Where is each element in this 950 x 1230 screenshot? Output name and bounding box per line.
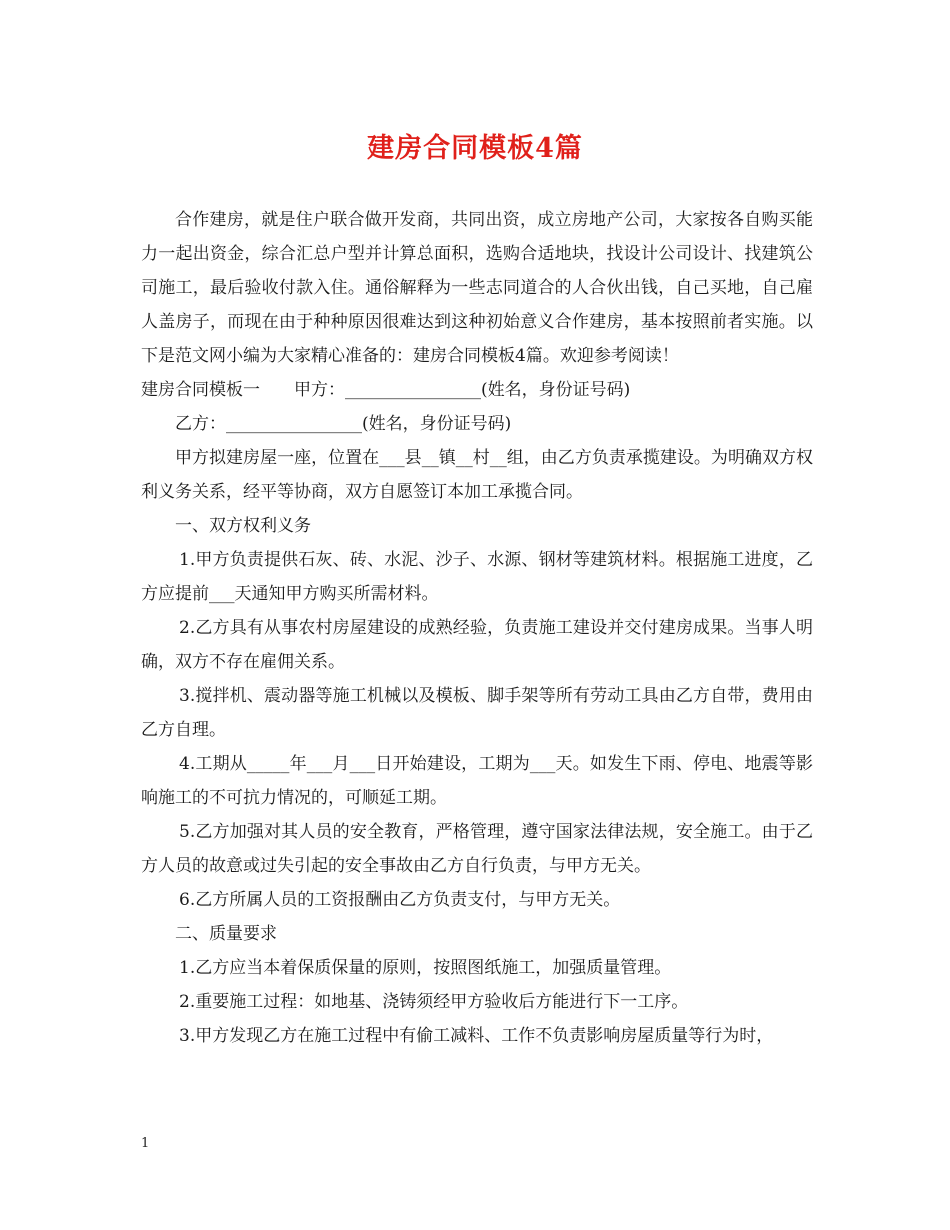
clause-1-5: 5.乙方加强对其人员的安全教育，严格管理，遵守国家法律法规，安全施工。由于乙方人员的故意或过失引起的安全事故由乙方自行负责，与甲方无关。	[141, 822, 813, 876]
section-heading-quality: 二、质量要求	[175, 924, 277, 944]
contract-party-a-line: 建房合同模板一 甲方：________________(姓名，身份证号码)	[141, 380, 631, 400]
contract-party-b-line: 乙方：________________(姓名，身份证号码)	[175, 414, 512, 434]
clause-1-4: 4.工期从_____年___月___日开始建设，工期为___天。如发生下雨、停电、地震等影响施工的不可抗力情况的，可顺延工期。	[141, 754, 813, 808]
clause-2-3: 3.甲方发现乙方在施工过程中有偷工减料、工作不负责影响房屋质量等行为时，	[179, 1026, 774, 1046]
clause-1-3: 3.搅拌机、震动器等施工机械以及模板、脚手架等所有劳动工具由乙方自带，费用由乙方自理。	[141, 686, 813, 740]
section-heading-rights: 一、双方权利义务	[175, 516, 311, 536]
contract-preamble: 甲方拟建房屋一座，位置在___县__镇__村__组，由乙方负责承揽建设。为明确双方权利义务关系，经平等协商，双方自愿签订本加工承揽合同。	[141, 448, 813, 502]
clause-2-1: 1.乙方应当本着保质保量的原则，按照图纸施工，加强质量管理。	[179, 958, 672, 978]
clause-1-1: 1.甲方负责提供石灰、砖、水泥、沙子、水源、钢材等建筑材料。根据施工进度，乙方应提前___天通知甲方购买所需材料。	[141, 550, 813, 604]
clause-1-2: 2.乙方具有从事农村房屋建设的成熟经验，负责施工建设并交付建房成果。当事人明确，双方不存在雇佣关系。	[141, 618, 813, 672]
clause-1-6: 6.乙方所属人员的工资报酬由乙方负责支付，与甲方无关。	[179, 890, 621, 910]
document-body	[141, 203, 813, 1053]
intro-paragraph: 合作建房，就是住户联合做开发商，共同出资，成立房地产公司，大家按各自购买能力一起出资金，综合汇总户型并计算总面积，选购合适地块，找设计公司设计、找建筑公司施工，最后验收付款入住。通俗解释为一些志同道合的人合伙出钱，自己买地，自己雇人盖房子，而现在由于种种原因很难达到这种初始意义合作建房，基本按照前者实施。以下是范文网小编为大家精心准备的：建房合同模板4篇。欢迎参考阅读！	[141, 210, 813, 366]
document-title: 建房合同模板4篇	[367, 133, 583, 164]
clause-2-2: 2.重要施工过程：如地基、浇铸须经甲方验收后方能进行下一工序。	[179, 992, 689, 1012]
page-number: 1	[141, 1136, 150, 1151]
